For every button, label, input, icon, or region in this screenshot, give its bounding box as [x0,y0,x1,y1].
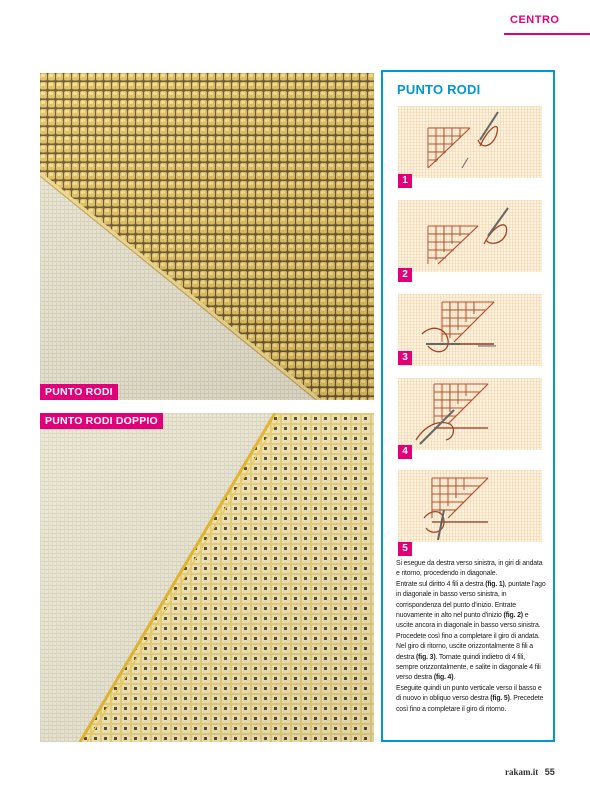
instruction-paragraph [396,580,546,642]
figure-1-number: 1 [398,174,412,188]
instruction-segment: Entrate sul diritto 4 fili a destra [396,580,486,588]
instruction-segment: Eseguite quindi un punto verticale verso il basso e di nuovo in obliquo verso destra [396,684,542,703]
instruction-paragraph [396,559,546,580]
figure-reference: (fig. 3) [416,653,436,661]
instruction-segment: . [453,674,456,682]
section-tag [500,6,590,36]
figure-2-number: 2 [398,268,412,282]
figure-1-diagram [398,106,542,178]
instruction-panel [381,70,555,742]
instruction-segment: Nel giro di ritorno, uscite orizzontalmente 8 fili a destra [396,643,533,661]
figure-reference: (fig. 1) [485,580,505,588]
page-number: 55 [544,767,555,777]
instruction-paragraph [396,642,546,684]
figure-2-diagram [398,200,542,272]
figure-3-diagram [398,294,542,366]
instruction-segment: Si esegue da destra verso sinistra, in giri di andata e ritorno, procedendo in diagonale. [396,560,543,578]
figure-4-diagram [398,378,542,450]
section-rule [504,33,590,35]
punto-rodi-doppio-photo [40,413,374,742]
footer-site: rakam.it [505,767,539,777]
figure-5-number: 5 [398,542,412,556]
punto-rodi-photo [40,73,374,400]
figure-4-number: 4 [398,445,412,459]
figure-5-diagram [398,470,542,542]
figure-3-number: 3 [398,351,412,365]
instruction-text [396,559,546,715]
panel-title: PUNTO RODI [397,82,481,97]
punto-rodi-doppio-label: PUNTO RODI DOPPIO [40,413,163,429]
page-footer [505,762,555,780]
figure-reference: (fig. 5) [490,695,510,703]
punto-rodi-label: PUNTO RODI [40,384,118,400]
figure-reference: (fig. 4) [433,674,454,682]
instruction-paragraph [396,684,546,715]
instruction-segment: . Tornate quindi indietro di 4 fili, sempre orizzontalmente, e salite in diagonale 4 fili verso destra [396,653,541,682]
figure-reference: (fig. 2) [503,612,523,620]
instruction-segment: . Precedete così fino a completare il giro di ritorno. [396,695,544,713]
instruction-segment: e uscite ancora in diagonale in basso verso sinistra. Procedete così fino a completare il giro di andata. [396,612,541,640]
section-title: CENTRO [510,14,560,26]
instruction-segment: , puntate l'ago in diagonale in basso verso sinistra, in corrispondenza del punto d'inizio. Entrate nuovamente in alto nel punto d'inizio [396,580,546,620]
